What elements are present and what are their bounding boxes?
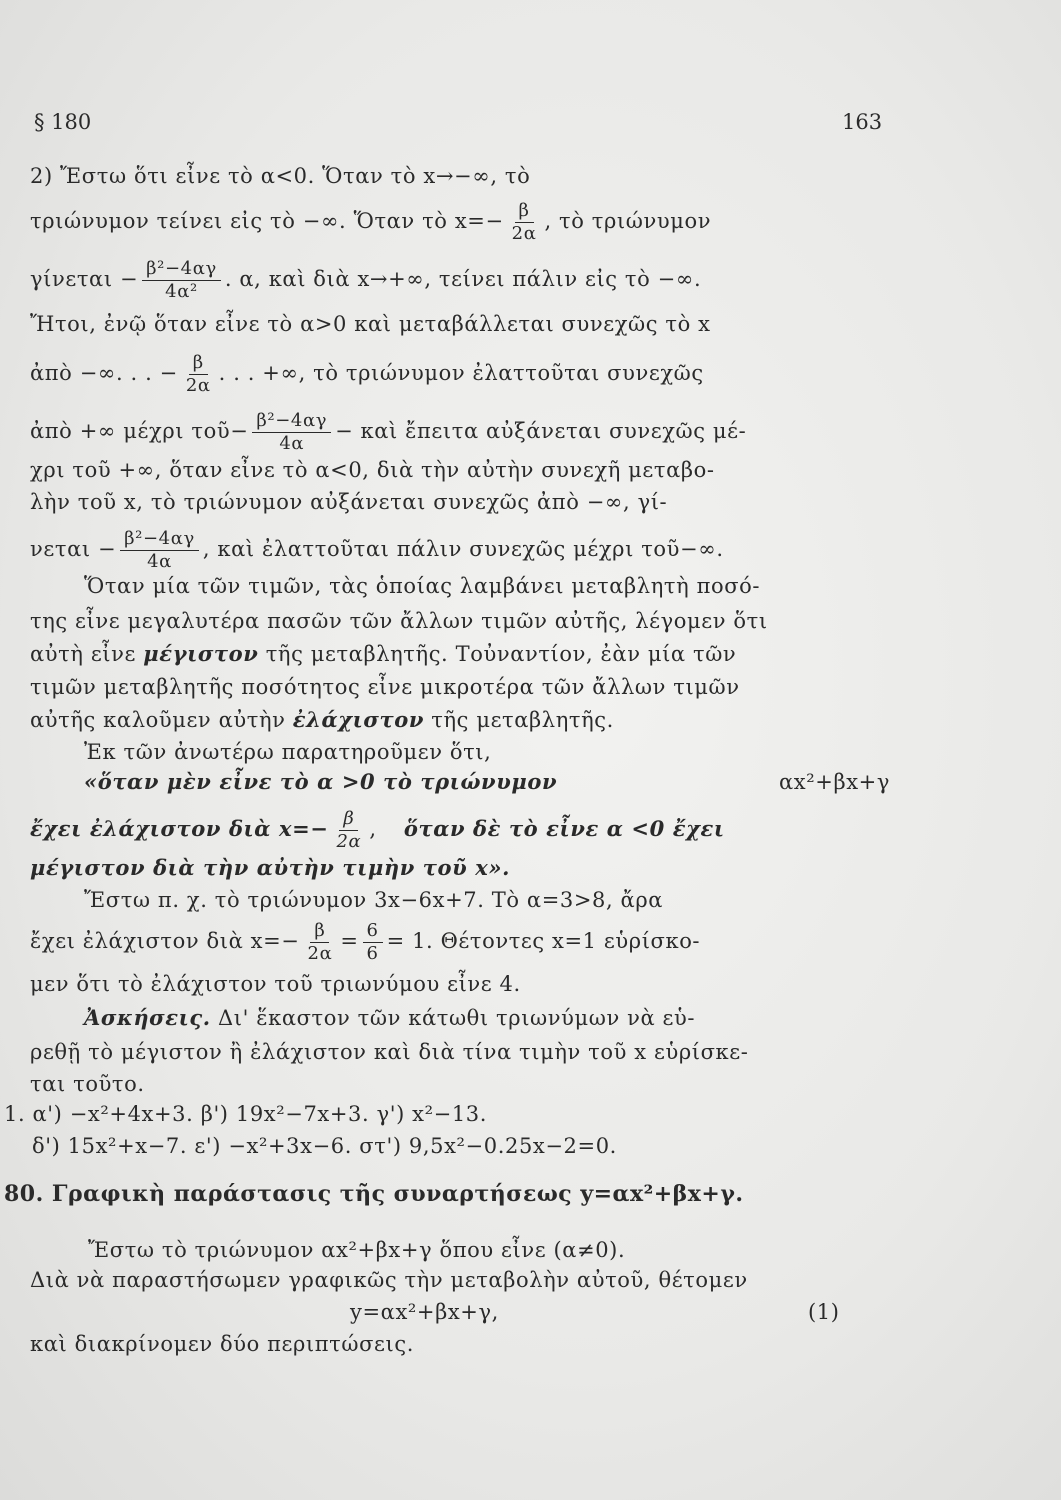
text-line [30, 258, 890, 303]
fraction-denominator: 2α [511, 223, 537, 244]
text-line: 2) Ἔστω ὅτι εἶνε τὸ α<0. Ὅταν τὸ x→−∞, τὸ [30, 164, 531, 188]
text-line: ρεθῇ τὸ μέγιστον ἢ ἐλάχιστον καὶ διὰ τίνα τιμὴν τοῦ x εὑρίσκε- [30, 1040, 749, 1064]
paragraph-start: Ἔστω τὸ τριώνυμον αx²+βx+γ ὅπου εἶνε (α≠0). [88, 1238, 626, 1262]
fraction-denominator: 4α [279, 433, 305, 454]
text-line: της εἶνε μεγαλυτέρα πασῶν τῶν ἄλλων τιμῶν αὐτῆς, λέγομεν ὅτι [30, 609, 768, 633]
section-marker: § 180 [34, 110, 92, 134]
text-line: Ἤτοι, ἐνῷ ὅταν εἶνε τὸ α>0 καὶ μεταβάλλεται συνεχῶς τὸ x [30, 312, 711, 336]
theorem-text: ἔχει ἐλάχιστον διὰ x=− [30, 816, 329, 841]
text-span: αὐτὴ εἶνε [30, 642, 136, 666]
exercise-list: δ') 15x²+x−7. ε') −x²+3x−6. στ') 9,5x²−0.25x−2=0. [32, 1134, 617, 1158]
text-line: μεν ὅτι τὸ ἐλάχιστον τοῦ τριωνύμου εἶνε 4. [30, 972, 521, 996]
text-span: τῆς μεταβλητῆς. [431, 708, 614, 732]
fraction [182, 352, 215, 397]
exercises-heading: Ἀσκήσεις. [84, 1005, 211, 1030]
text-span: γίνεται − [30, 267, 139, 291]
text-line [84, 768, 890, 796]
text-span: . . . +∞, τὸ τριώνυμον ἐλαττοῦται συνεχῶς [218, 361, 704, 385]
fraction [120, 528, 199, 573]
fraction [252, 410, 331, 455]
term-maximum: μέγιστον [143, 641, 259, 666]
text-span: αὐτῆς καλοῦμεν αὐτὴν [30, 708, 286, 732]
text-line: λὴν τοῦ x, τὸ τριώνυμον αὐξάνεται συνεχῶς ἀπὸ −∞, γί- [30, 490, 668, 514]
text-span: ἀπὸ −∞. . . − [30, 361, 178, 385]
paragraph-start: Ἐκ τῶν ἀνωτέρω παρατηροῦμεν ὅτι, [84, 740, 492, 764]
text-line [30, 640, 890, 668]
fraction-numerator: β [339, 808, 358, 831]
fraction-numerator: β [515, 200, 534, 223]
fraction-numerator: 6 [363, 920, 383, 943]
text-span: − καὶ ἔπειτα αὐξάνεται συνεχῶς μέ- [335, 419, 747, 443]
text-span: τριώνυμον τείνει εἰς τὸ −∞. Ὅταν τὸ x=− [30, 209, 504, 233]
fraction-denominator: 2α [307, 943, 333, 964]
theorem-text: «ὅταν μὲν εἶνε τὸ α >0 τὸ τριώνυμον [84, 769, 558, 794]
equation: y=αx²+βx+γ, [350, 1300, 499, 1324]
formula: αx²+βx+γ [779, 770, 890, 794]
text-line [30, 410, 890, 455]
fraction-denominator: 4α [147, 551, 172, 572]
fraction-denominator: 4α² [165, 281, 198, 302]
term-minimum: ἐλάχιστον [292, 707, 424, 732]
fraction-numerator: β²−4αγ [142, 258, 221, 281]
text-line: τιμῶν μεταβλητῆς ποσότητος εἶνε μικροτέρα τῶν ἄλλων τιμῶν [30, 675, 740, 699]
text-span: , τὸ τριώνυμον [544, 209, 712, 233]
text-line [30, 528, 890, 573]
theorem-text: μέγιστον διὰ τὴν αὐτὴν τιμὴν τοῦ x». [30, 855, 510, 880]
fraction-numerator: β [189, 352, 208, 375]
exercise-list: 1. α') −x²+4x+3. β') 19x²−7x+3. γ') x²−13. [4, 1102, 488, 1126]
fraction-denominator: 2α [185, 375, 211, 396]
fraction [304, 920, 337, 965]
paragraph-start: Ὅταν μία τῶν τιμῶν, τὰς ὁποίας λαμβάνει μεταβλητὴ ποσό- [84, 574, 761, 598]
fraction-numerator: β²−4αγ [252, 410, 331, 433]
fraction [363, 920, 383, 965]
text-span: νεται − [30, 537, 117, 561]
paragraph-start: Ἔστω π. χ. τὸ τριώνυμον 3x−6x+7. Τὸ α=3>8, ἄρα [84, 888, 664, 912]
text-line [30, 920, 890, 965]
text-span: Δι' ἕκαστον τῶν κάτωθι τριωνύμων νὰ εὑ- [217, 1006, 696, 1030]
page-number: 163 [842, 110, 883, 134]
theorem-text: ὅταν δὲ τὸ εἶνε α <0 ἔχει [403, 816, 725, 841]
text-line: χρι τοῦ +∞, ὅταν εἶνε τὸ α<0, διὰ τὴν αὐτὴν συνεχῆ μεταβο- [30, 458, 715, 482]
text-line: ἔχει ἐλάχιστον διὰ x=− $\frac{\beta}{2\alpha}$ , ὅταν δὲ τὸ εἶνε α <0 ἔχει [30, 808, 725, 852]
text-span: = 1. Θέτοντες x=1 εὑρίσκο- [386, 929, 701, 953]
fraction [333, 808, 366, 853]
text-span: τῆς μεταβλητῆς. Τοὐναντίον, ἐὰν μία τῶν [265, 642, 737, 666]
equation-number: (1) [808, 1300, 840, 1324]
text-line [30, 200, 890, 245]
text-line: ται τοῦτο. [30, 1072, 145, 1096]
text-span: ἀπὸ +∞ μέχρι τοῦ− [30, 419, 249, 443]
text-line [30, 706, 890, 734]
exercises-line [84, 1004, 890, 1032]
text-line: Διὰ νὰ παραστήσωμεν γραφικῶς τὴν μεταβολὴν αὐτοῦ, θέτομεν [30, 1268, 748, 1292]
text-line [30, 352, 890, 397]
fraction-denominator: 2α [336, 831, 362, 852]
section-heading: 80. Γραφικὴ παράστασις τῆς συναρτήσεως y=αx²+βx+γ. [4, 1181, 744, 1207]
text-span: ἔχει ἐλάχιστον διὰ x=− [30, 929, 300, 953]
fraction-denominator: 6 [366, 943, 379, 964]
fraction-numerator: β [310, 920, 329, 943]
text-span: = [340, 929, 359, 953]
fraction [508, 200, 541, 245]
fraction-numerator: β²−4αγ [120, 528, 199, 551]
text-span: , καὶ ἐλαττοῦται πάλιν συνεχῶς μέχρι τοῦ−∞. [202, 537, 724, 561]
text-span: . α, καὶ διὰ x→+∞, τείνει πάλιν εἰς τὸ −∞. [224, 267, 702, 291]
fraction [142, 258, 221, 303]
text-line: καὶ διακρίνομεν δύο περιπτώσεις. [30, 1332, 414, 1356]
